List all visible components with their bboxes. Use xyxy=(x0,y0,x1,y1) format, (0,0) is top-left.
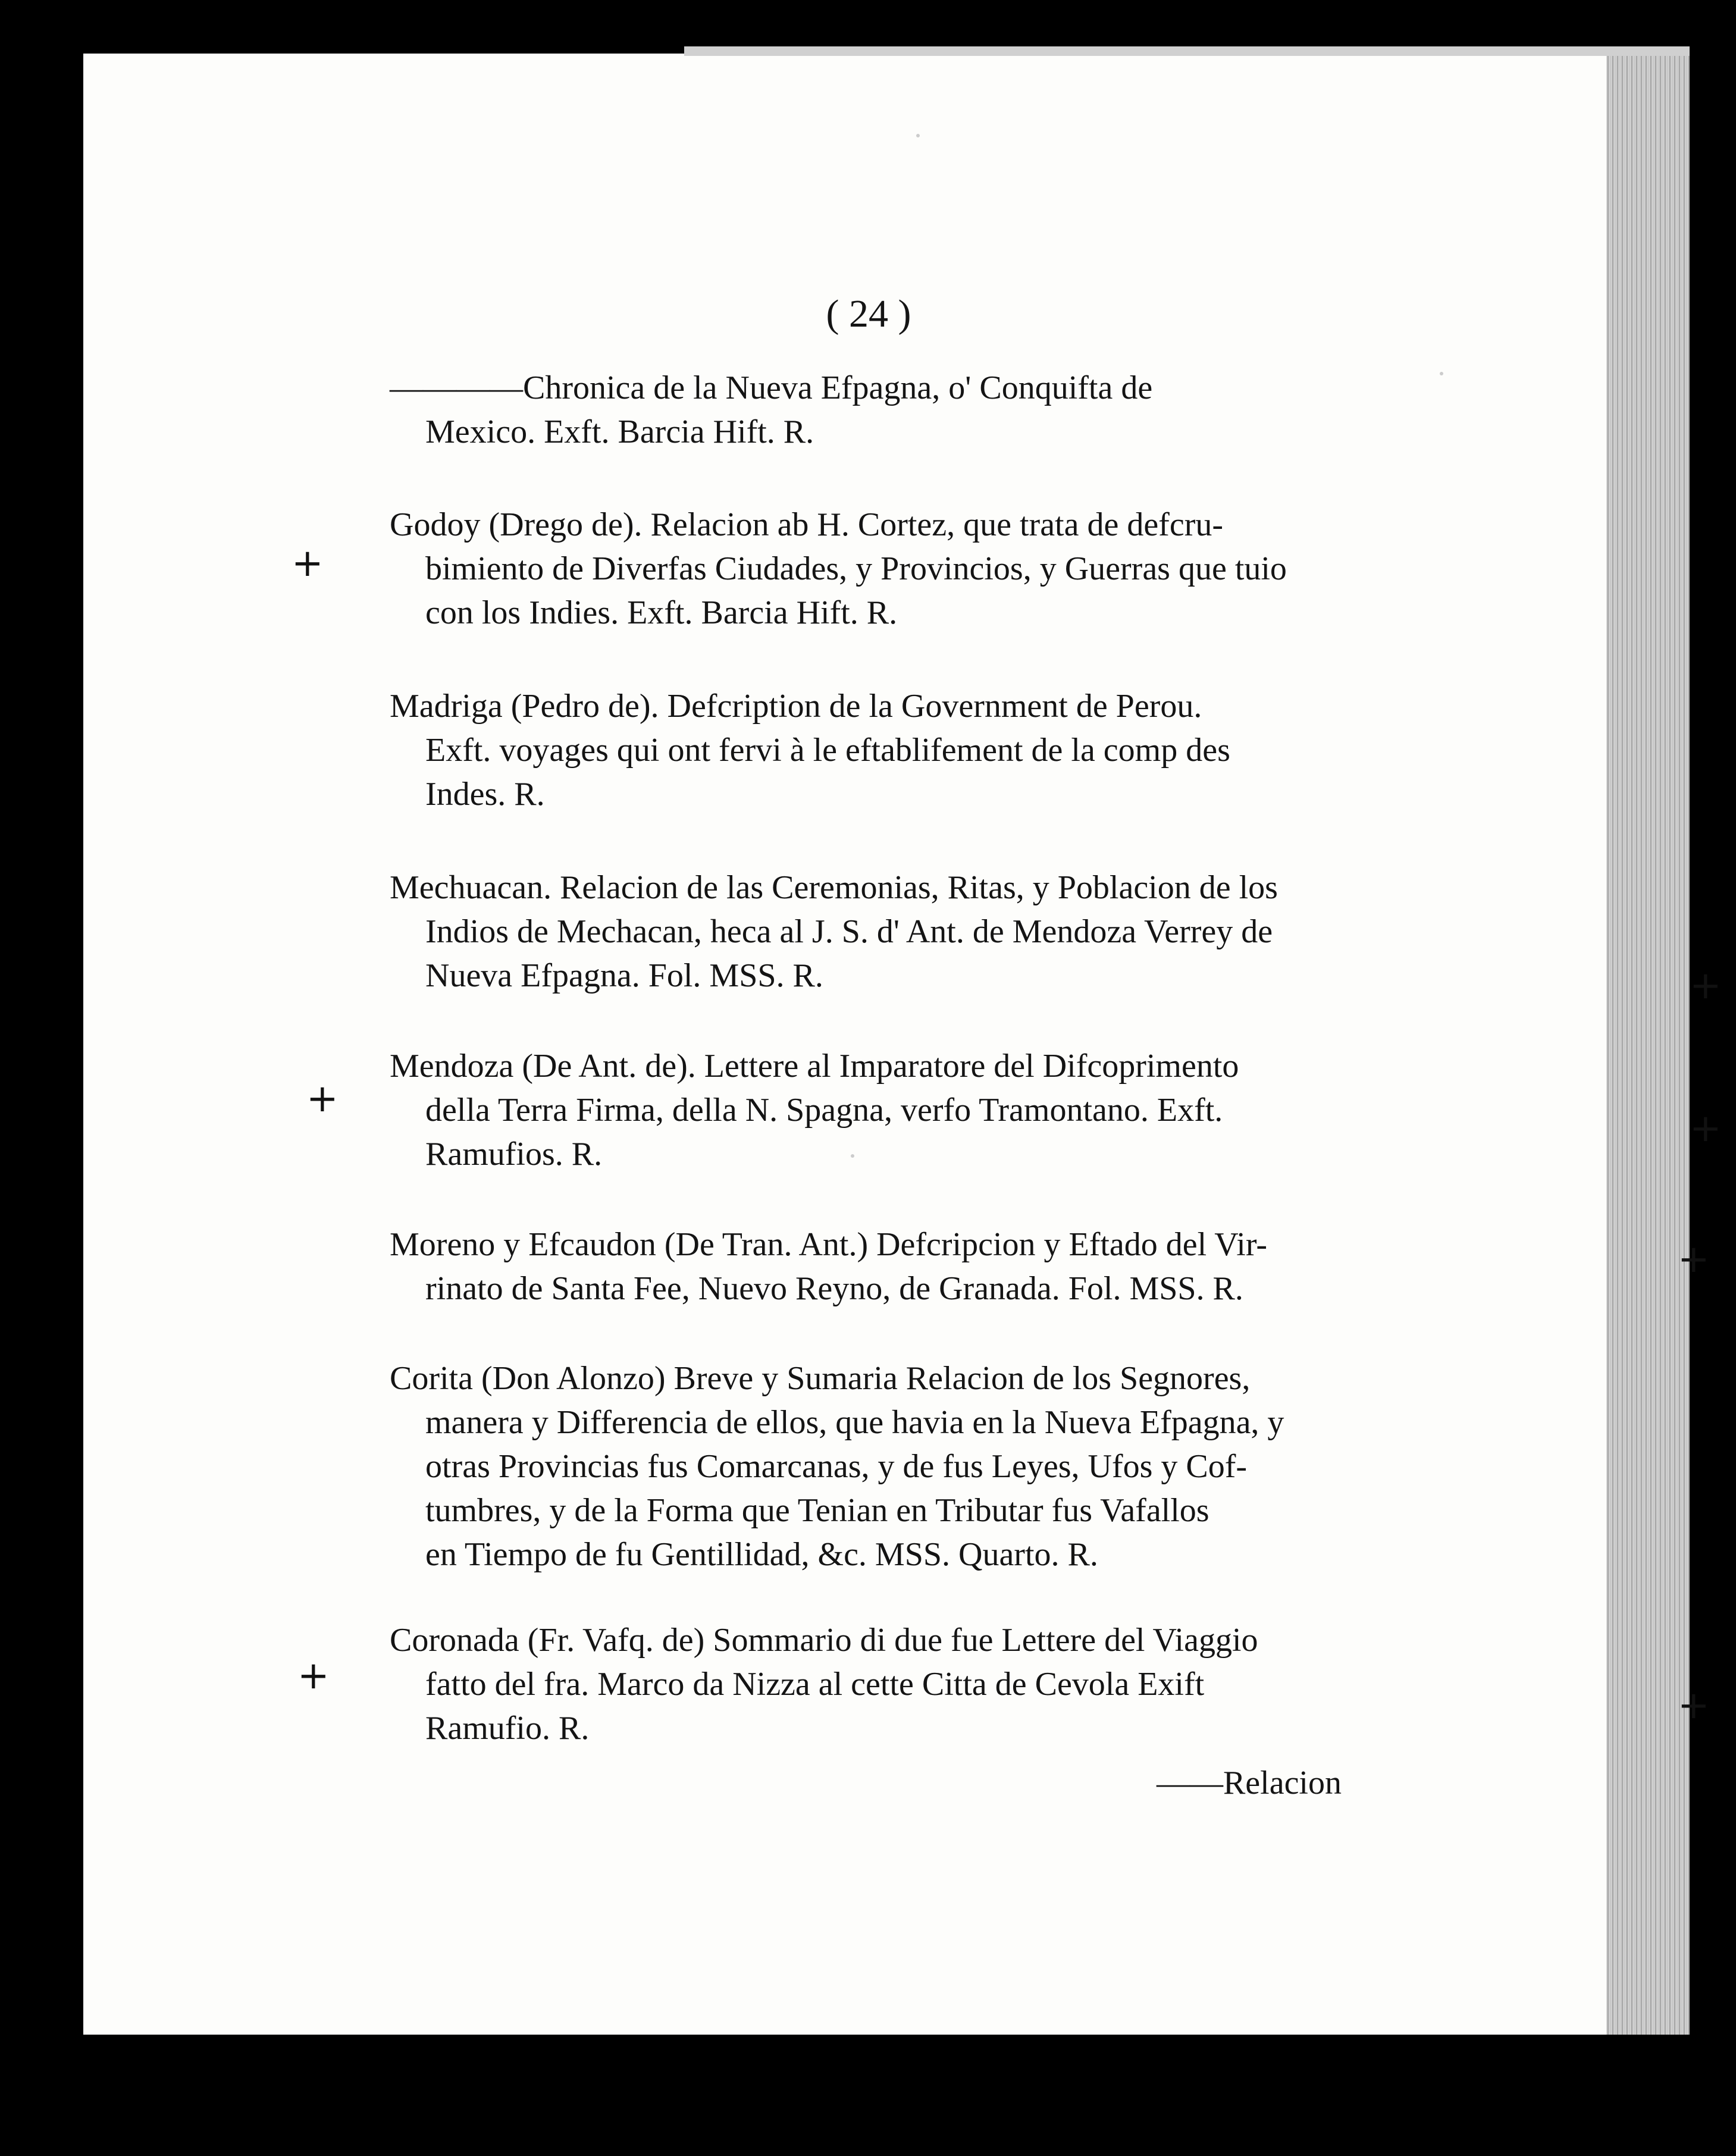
margin-cross-mark: + xyxy=(297,1654,330,1698)
entry-line: Ramufios. R. xyxy=(425,1136,603,1173)
page-number: ( 24 ) xyxy=(826,292,911,336)
margin-cross-mark: + xyxy=(1678,1237,1710,1281)
margin-cross-mark: + xyxy=(1690,964,1722,1008)
entry-line: Madriga (Pedro de). Defcription de la Government de Perou. xyxy=(390,688,1202,725)
margin-cross-mark: + xyxy=(1678,1684,1710,1728)
entry-line: Ramufio. R. xyxy=(425,1710,590,1747)
entry-line: Indios de Mechacan, heca al J. S. d' Ant. de Mendoza Verrey de xyxy=(425,913,1273,950)
entry-line: rinato de Santa Fee, Nuevo Reyno, de Granada. Fol. MSS. R. xyxy=(425,1270,1243,1307)
entry-line: Coronada (Fr. Vafq. de) Sommario di due fue Lettere del Viaggio xyxy=(390,1622,1258,1659)
entry-line: manera y Differencia de ellos, que havia en la Nueva Efpagna, y xyxy=(425,1404,1284,1441)
scan-speck xyxy=(916,134,920,137)
entry-line: Nueva Efpagna. Fol. MSS. R. xyxy=(425,957,823,994)
margin-cross-mark: + xyxy=(292,541,324,585)
entry-line: bimiento de Diverfas Ciudades, y Provincios, y Guerras que tuio xyxy=(425,550,1287,587)
entry-line: en Tiempo de fu Gentillidad, &c. MSS. Quarto. R. xyxy=(425,1536,1098,1573)
scan-speck xyxy=(851,1154,854,1158)
entry-line: Mendoza (De Ant. de). Lettere al Imparatore del Difcoprimento xyxy=(390,1048,1239,1085)
scan-speck xyxy=(1440,372,1443,375)
entry-line: fatto del fra. Marco da Nizza al cette Citta de Cevola Exift xyxy=(425,1666,1205,1703)
entry-line: Corita (Don Alonzo) Breve y Sumaria Relacion de los Segnores, xyxy=(390,1360,1251,1397)
margin-cross-mark: + xyxy=(306,1077,339,1121)
entry-line: otras Provincias fus Comarcanas, y de fus Leyes, Ufos y Cof- xyxy=(425,1448,1248,1485)
entry-line: Mexico. Exft. Barcia Hift. R. xyxy=(425,413,814,450)
catchword: ——Relacion xyxy=(1156,1765,1342,1801)
margin-cross-mark: + xyxy=(1690,1107,1722,1151)
entry-line: Exft. voyages qui ont fervi à le eftablifement de la comp des xyxy=(425,732,1230,769)
entry-line: Indes. R. xyxy=(425,776,545,813)
entry-line: con los Indies. Exft. Barcia Hift. R. xyxy=(425,594,898,631)
entry-line: della Terra Firma, della N. Spagna, verfo Tramontano. Exft. xyxy=(425,1092,1223,1129)
entry-line: tumbres, y de la Forma que Tenian en Tributar fus Vafallos xyxy=(425,1492,1209,1529)
entry-line: Moreno y Efcaudon (De Tran. Ant.) Defcripcion y Eftado del Vir- xyxy=(390,1226,1268,1263)
entry-line: Mechuacan. Relacion de las Ceremonias, Ritas, y Poblacion de los xyxy=(390,869,1278,906)
scan-top-strip xyxy=(684,46,1690,56)
entry-line: ————Chronica de la Nueva Efpagna, o' Conquifta de xyxy=(390,369,1153,406)
page-edge-right xyxy=(1606,54,1690,2035)
entry-line: Godoy (Drego de). Relacion ab H. Cortez, que trata de defcru- xyxy=(390,506,1223,543)
